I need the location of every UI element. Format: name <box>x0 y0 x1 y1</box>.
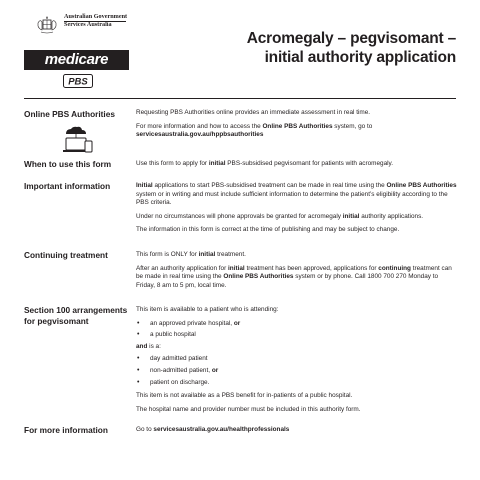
emphasis: Online PBS Authorities <box>386 182 457 189</box>
text: applications to start PBS-subsidised treatment can be made in real time using the <box>152 182 387 189</box>
list-item: • day admitted patient <box>136 355 458 364</box>
emphasis: initial <box>208 160 226 167</box>
paragraph <box>136 265 458 291</box>
paragraph <box>136 160 458 169</box>
paragraph <box>136 182 458 208</box>
text: non-admitted patient, <box>150 366 212 374</box>
title-line1: Acromegaly – pegvisomant – <box>246 30 456 47</box>
list-item <box>136 320 458 329</box>
emphasis: Initial <box>136 182 153 189</box>
text: system or in writing and must include sufficient information to determine the patient’s eligibility according to the PBS criteria. <box>136 190 448 207</box>
health-professionals-link[interactable]: servicesaustralia.gov.au/healthprofessionals <box>153 426 290 433</box>
section-content <box>136 306 458 419</box>
text: After an authority application for <box>136 264 229 272</box>
emphasis: initial <box>228 264 245 272</box>
text: Go to <box>136 426 154 433</box>
emphasis: or <box>211 366 219 374</box>
emphasis: initial <box>198 251 216 258</box>
text: treatment. <box>215 251 246 258</box>
list-item: • patient on discharge. <box>136 379 458 388</box>
paragraph <box>136 251 458 260</box>
section-label: For more information <box>24 425 108 435</box>
page-title <box>216 29 456 67</box>
section-content <box>136 109 458 145</box>
paragraph: This item is available to a patient who is attending: <box>136 306 279 313</box>
label-line2: for pegvisomant <box>24 315 89 326</box>
paragraph: The hospital name and provider number must be included in this authority form. <box>136 405 361 413</box>
gov-line1: Australian Government <box>64 13 128 20</box>
paragraph: This item is not available as a PBS benefit for in-patients of a public hospital. <box>136 392 353 400</box>
text: system or by phone. Call 1800 700 270 Monday to Friday, 8 am to 5 pm, local time. <box>136 273 439 289</box>
text: This form is ONLY for <box>136 251 199 258</box>
text: Under no circumstances will phone approvals be granted for acromegaly <box>136 212 343 220</box>
text: Use this form to apply for <box>136 160 209 167</box>
gov-line2: Services Australia <box>64 21 112 28</box>
laptop-cloud-icon <box>50 125 102 155</box>
form-header <box>0 0 480 100</box>
text: is a: <box>147 343 161 351</box>
paragraph <box>136 123 458 140</box>
text: system, go to <box>332 122 373 130</box>
text: PBS-subsidised pegvisomant for patients with acromegaly. <box>225 160 394 167</box>
pbs-logo-text: PBS <box>68 76 88 88</box>
list-item <box>136 367 458 376</box>
emphasis: and <box>136 343 148 351</box>
emphasis: initial <box>342 212 360 220</box>
emphasis: continuing <box>378 264 411 272</box>
section-content <box>136 426 458 440</box>
section-label: Online PBS Authorities <box>24 109 115 119</box>
section-label: Continuing treatment <box>24 250 108 260</box>
text: For more information and how to access the <box>136 122 263 130</box>
label-line1: Section 100 arrangements <box>24 305 128 315</box>
paragraph <box>136 213 458 222</box>
header-divider <box>24 98 456 99</box>
pbs-logo-icon <box>63 74 93 88</box>
paragraph <box>136 343 458 352</box>
title-line2: initial authority application <box>264 49 456 66</box>
list-item: • a public hospital <box>136 331 458 340</box>
section-label <box>24 305 136 326</box>
text: an approved private hospital, <box>150 319 234 327</box>
text: authority applications. <box>359 212 424 220</box>
emphasis: Online PBS Authorities <box>223 273 294 281</box>
text: treatment has been approved, applications for <box>244 264 379 272</box>
emphasis: or <box>233 319 241 327</box>
section-content <box>136 182 458 240</box>
section-label: Important information <box>24 181 111 191</box>
pbs-authorities-link[interactable]: servicesaustralia.gov.au/hppbsauthorities <box>136 131 264 139</box>
medicare-logo: medicare <box>24 50 129 70</box>
emphasis: Online PBS Authorities <box>262 122 333 130</box>
paragraph: The information in this form is correct at the time of publishing and may be subject to change. <box>136 226 400 234</box>
section-label: When to use this form <box>24 159 112 169</box>
text: treatment can be made in real time using the <box>136 264 452 281</box>
paragraph: Requesting PBS Authorities online provides an immediate assessment in real time. <box>136 109 371 116</box>
paragraph <box>136 426 458 435</box>
section-content <box>136 251 458 295</box>
gov-divider <box>64 21 126 22</box>
section-content <box>136 160 458 174</box>
coat-of-arms-icon <box>36 14 58 36</box>
